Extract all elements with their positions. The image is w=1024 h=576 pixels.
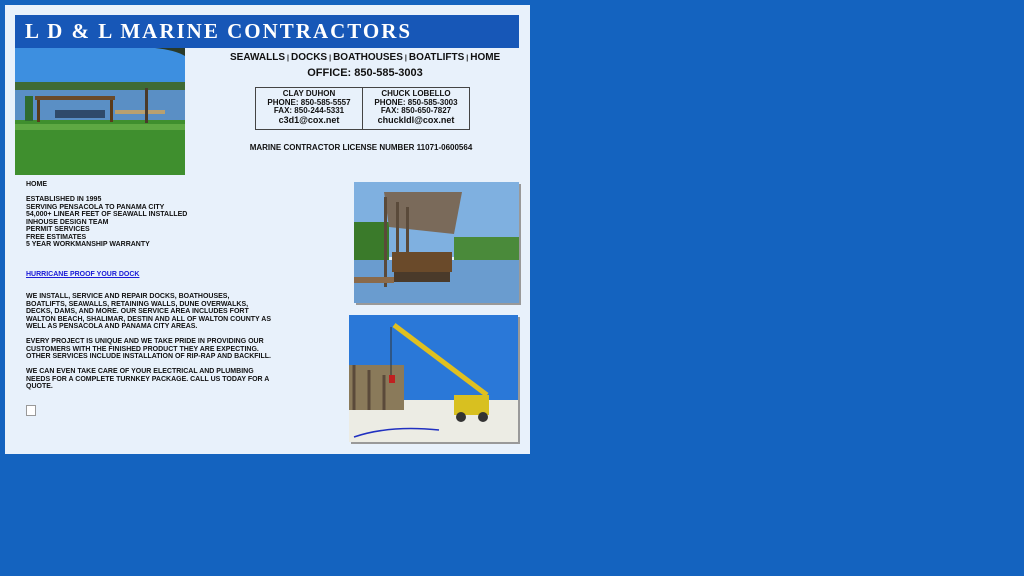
nav-seawalls[interactable]: SEAWALLS [230, 52, 286, 63]
office-phone: OFFICE: 850-585-3003 [307, 67, 423, 79]
license-number: MARINE CONTRACTOR LICENSE NUMBER 11071-0600564 [249, 143, 473, 152]
features-list [26, 196, 271, 249]
broken-image-icon [26, 405, 36, 416]
contact-chuck [362, 88, 469, 129]
main-nav [230, 52, 500, 63]
contact-fax: FAX: 850-244-5331 [273, 106, 345, 116]
nav-home[interactable]: HOME [470, 52, 501, 63]
turnkey-paragraph: WE CAN EVEN TAKE CARE OF YOUR ELECTRICAL AND PLUMBING NEEDS FOR A COMPLETE TURNKEY PACKAGE. CALL US TODAY FOR A QUOTE. [26, 368, 270, 390]
nav-separator: | [466, 55, 469, 62]
pride-paragraph: EVERY PROJECT IS UNIQUE AND WE TAKE PRIDE IN PROVIDING OUR CUSTOMERS WITH THE FINISHED PRODUCT THEY ARE EXPECTING. OTHER SERVICES INCLUDE INSTALLATION OF RIP-RAP AND BACKFILL. [26, 338, 272, 360]
main-content [26, 181, 271, 398]
feature-item: INHOUSE DESIGN TEAM [26, 218, 109, 226]
nav-docks[interactable]: DOCKS [290, 52, 328, 63]
contact-email: c3d1@cox.net [278, 115, 340, 126]
feature-item: 54,000+ LINEAR FEET OF SEAWALL INSTALLED [26, 211, 188, 218]
boathouse-photo [15, 48, 185, 175]
contact-phone: PHONE: 850-585-3003 [374, 97, 458, 107]
contact-clay [256, 88, 362, 129]
feature-item: 5 YEAR WORKMANSHIP WARRANTY [26, 241, 150, 248]
feature-item: SERVING PENSACOLA TO PANAMA CITY [26, 203, 165, 211]
contact-name: CLAY DUHON [282, 89, 336, 98]
nav-separator: | [404, 55, 407, 62]
nav-separator: | [329, 55, 332, 62]
nav-boathouses[interactable]: BOATHOUSES [333, 52, 403, 63]
crane-photo [349, 315, 518, 442]
content-heading: HOME [26, 181, 47, 188]
contact-email: chuckldl@cox.net [377, 115, 455, 126]
nav-boatlifts[interactable]: BOATLIFTS [408, 52, 465, 63]
contact-name: CHUCK LOBELLO [381, 89, 451, 98]
site-title: L D & L MARINE CONTRACTORS [25, 19, 413, 43]
contact-fax: FAX: 850-650-7827 [380, 106, 452, 116]
services-paragraph: WE INSTALL, SERVICE AND REPAIR DOCKS, BOATHOUSES, BOATLIFTS, SEAWALLS, RETAINING WALLS, DUNE OVERWALKS, DECKS, DAMS, AND MORE. OUR SERVICE AREA INCLUDES FORT WALTON BEACH, SHALIMAR, DESTIN AND ALL OF WALTON COUNTY AS WELL AS PENSACOLA AND PANAMA CITY AREAS. [26, 293, 271, 330]
feature-item: ESTABLISHED IN 1995 [26, 196, 102, 203]
dock-photo [354, 182, 519, 303]
site-banner [15, 15, 519, 48]
nav-separator: | [287, 55, 289, 62]
page-container [5, 5, 530, 454]
contacts-table [255, 87, 470, 130]
feature-item: FREE ESTIMATES [26, 233, 87, 241]
feature-item: PERMIT SERVICES [26, 226, 90, 233]
hurricane-proof-link[interactable]: HURRICANE PROOF YOUR DOCK [26, 270, 140, 278]
contact-phone: PHONE: 850-585-5557 [267, 97, 351, 107]
